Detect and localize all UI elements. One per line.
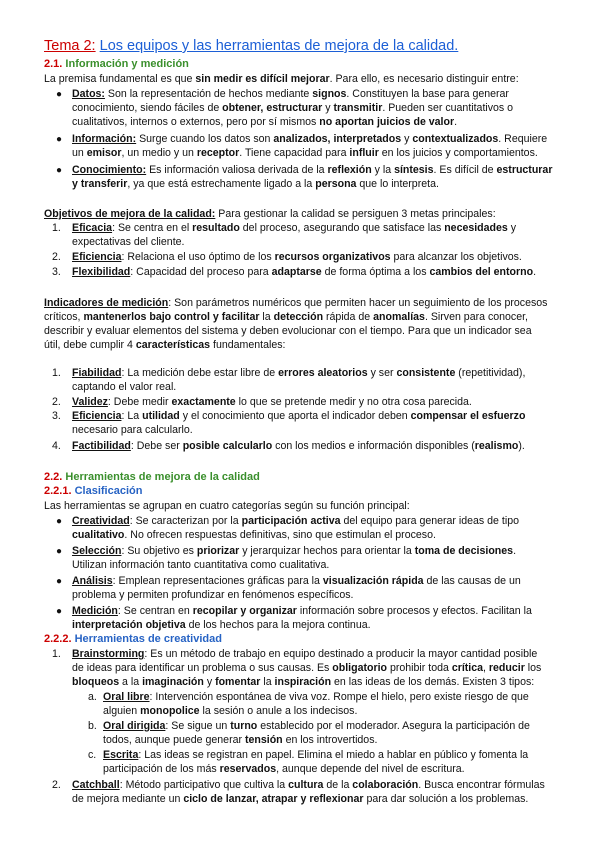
intro-paragraph: La premisa fundamental es que sin medir es difícil mejorar. Para ello, es necesario distinguir entre: — [44, 73, 519, 85]
bullet-icon: ● — [56, 165, 63, 176]
datos-line-2: conocimiento, siendo fáciles de obtener, estructurar y transmitir. Pueden ser cuantitativos o — [72, 102, 514, 114]
medicion-line-1: Medición: Se centran en recopilar y organizar información sobre procesos y efectos. Facilitan la — [72, 605, 532, 617]
seleccion-line-2: Utilizan información tanto cuantitativa como cualitativa. — [72, 559, 330, 571]
eficiencia-line: Eficiencia: Relaciona el uso óptimo de los recursos organizativos para alcanzar los objetivos. — [72, 251, 522, 263]
section-number: 2.2.2. — [44, 633, 72, 645]
title-text: Los equipos y las herramientas de mejora de la calidad. — [99, 38, 459, 54]
fiabilidad-line-2: captando el valor real. — [72, 381, 177, 393]
section-heading-2-2-1 — [44, 485, 142, 498]
oral-libre-line-2: alguien monopolice la sesión o anule a los indecisos. — [103, 705, 358, 717]
list-number: 1. — [52, 648, 61, 660]
section-heading-2-2-2 — [44, 633, 222, 646]
eficiencia-ind-line-2: necesario para calcularlo. — [72, 424, 193, 436]
section-number: 2.1. — [44, 58, 63, 70]
bullet-icon: ● — [56, 516, 63, 527]
list-number: 3. — [52, 266, 61, 278]
indicadores-line-4: útil, debe cumplir 4 características fundamentales: — [44, 339, 286, 351]
informacion-line-1: Información: Surge cuando los datos son analizados, interpretados y contextualizados. Requiere — [72, 133, 548, 145]
bullet-icon: ● — [56, 606, 63, 617]
eficacia-line-1: Eficacia: Se centra en el resultado del proceso, asegurando que satisface las necesidades y — [72, 222, 517, 234]
section-label: Herramientas de creatividad — [74, 633, 222, 645]
eficiencia-ind-line-1: Eficiencia: La utilidad y el conocimiento que aporta el indicador deben compensar el esfuerzo — [72, 410, 526, 422]
bullet-icon: ● — [56, 134, 63, 145]
list-number: 2. — [52, 396, 61, 408]
datos-line-3: cualitativos, internos o externos, pero por sí mismos no aportan juicios de valor. — [72, 116, 458, 128]
list-letter: b. — [88, 720, 97, 732]
list-number: 2. — [52, 251, 61, 263]
seleccion-line-1: Selección: Su objetivo es priorizar y jerarquizar hechos para orientar la toma de decisiones. — [72, 545, 517, 557]
conocimiento-line-1: Conocimiento: Es información valiosa derivada de la reflexión y la síntesis. Es difícil de estructurar — [72, 164, 553, 176]
section-label: Información y medición — [65, 58, 189, 70]
brainstorming-line-2: de ideas para identificar un problema o sus causas. Es obligatorio prohibir toda crítica, reducir los — [72, 662, 542, 674]
informacion-line-2: un emisor, un medio y un receptor. Tiene capacidad para influir en los juicios y comportamientos. — [72, 147, 538, 159]
datos-line-1: Datos: Son la representación de hechos mediante signos. Constituyen la base para generar — [72, 88, 509, 100]
bullet-icon: ● — [56, 89, 63, 100]
oral-dirigida-line-2: todos, aunque puede generar tensión en los introvertidos. — [103, 734, 378, 746]
brainstorming-line-1: Brainstorming: Es un método de trabajo en equipo destinado a producir la mayor cantidad posible — [72, 648, 538, 660]
brainstorming-line-3: bloqueos a la imaginación y fomentar la inspiración en las ideas de los demás. Existen 3 tipos: — [72, 676, 535, 688]
oral-libre-line-1: Oral libre: Intervención espontánea de viva voz. Rompe el hielo, pero existe riesgo de que — [103, 691, 529, 703]
indicadores-line-3: describir y evaluar elementos del sistema y deben evolucionar con el tiempo. Para que un indicador sea — [44, 325, 532, 337]
creatividad-line-2: cualitativo. No ofrecen respuestas definitivas, sino que estimulan el proceso. — [72, 529, 436, 541]
analisis-line-2: problema y permiten profundizar en fenómenos específicos. — [72, 589, 354, 601]
bullet-icon: ● — [56, 546, 63, 557]
section-label: Herramientas de mejora de la calidad — [65, 471, 260, 483]
flexibilidad-line: Flexibilidad: Capacidad del proceso para adaptarse de forma óptima a los cambios del entorno. — [72, 266, 537, 278]
validez-line: Validez: Debe medir exactamente lo que se pretende medir y no otra cosa parecida. — [72, 396, 472, 408]
oral-dirigida-line-1: Oral dirigida: Se sigue un turno establecido por el moderador. Asegura la participación de — [103, 720, 530, 732]
escrita-line-1: Escrita: Las ideas se registran en papel. Elimina el miedo a hablar en público y fomenta la — [103, 749, 529, 761]
section-label: Clasificación — [74, 485, 143, 497]
catchball-line-1: Catchball: Método participativo que cultiva la cultura de la colaboración. Busca encontrar fórmulas — [72, 779, 545, 791]
medicion-line-2: interpretación objetiva de los hechos para la mejora continua. — [72, 619, 371, 631]
eficacia-line-2: expectativas del cliente. — [72, 236, 185, 248]
catchball-line-2: de mejora mediante un ciclo de lanzar, atrapar y reflexionar para dar solución a los problemas. — [72, 793, 529, 805]
list-number: 1. — [52, 222, 61, 234]
clasificacion-intro: Las herramientas se agrupan en cuatro categorías según su función principal: — [44, 500, 410, 512]
section-number: 2.2. — [44, 471, 63, 483]
section-heading-2-2 — [44, 471, 260, 484]
factibilidad-line: Factibilidad: Debe ser posible calcularlo con los medios e información disponibles (realismo). — [72, 440, 525, 452]
list-letter: a. — [88, 691, 97, 703]
section-heading-2-1 — [44, 58, 189, 71]
analisis-line-1: Análisis: Emplean representaciones gráficas para la visualización rápida de las causas de un — [72, 575, 521, 587]
fiabilidad-line-1: Fiabilidad: La medición debe estar libre de errores aleatorios y ser consistente (repetitividad), — [72, 367, 526, 379]
escrita-line-2: participación de los más reservados, aunque depende del nivel de escritura. — [103, 763, 465, 775]
list-letter: c. — [88, 749, 97, 761]
page-title — [44, 37, 458, 55]
objetivos-heading: Objetivos de mejora de la calidad: Para gestionar la calidad se persiguen 3 metas principales: — [44, 208, 496, 220]
list-number: 3. — [52, 410, 61, 422]
section-number: 2.2.1. — [44, 485, 72, 497]
indicadores-line-2: críticos, mantenerlos bajo control y facilitar la detección rápida de anomalías. Sirven para conocer, — [44, 311, 529, 323]
conocimiento-line-2: y transferir, ya que está estrechamente ligado a la persona que lo interpreta. — [72, 178, 439, 190]
creatividad-line-1: Creatividad: Se caracterizan por la participación activa del equipo para generar ideas de tipo — [72, 515, 519, 527]
list-number: 1. — [52, 367, 61, 379]
bullet-icon: ● — [56, 576, 63, 587]
list-number: 4. — [52, 440, 61, 452]
list-number: 2. — [52, 779, 61, 791]
indicadores-line-1: Indicadores de medición: Son parámetros numéricos que permiten hacer un seguimiento de los procesos — [44, 297, 548, 309]
title-prefix: Tema 2: — [44, 38, 96, 54]
